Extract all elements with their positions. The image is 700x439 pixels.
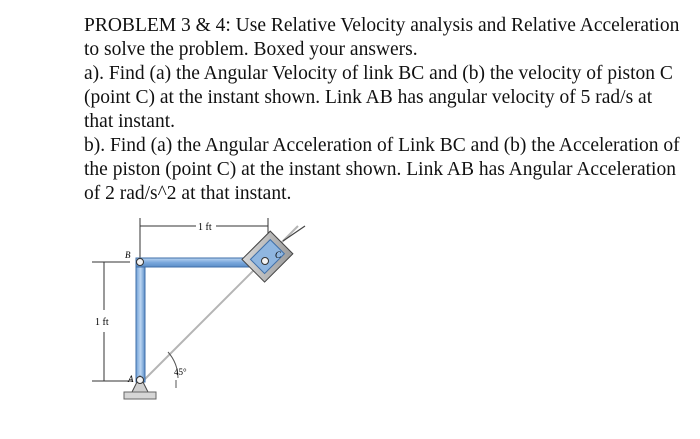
dim-vertical-label: 1 ft: [95, 317, 109, 328]
part-a-text: a). Find (a) the Angular Velocity of link BC and (b) the velocity of piston C (point C) at the instant shown. Link AB has angular velocity of 5 rad/s at that instant.: [84, 63, 673, 132]
pin-A: [137, 377, 144, 384]
pin-B: [137, 259, 144, 266]
guide-arrow: [283, 226, 305, 241]
link-AB: [136, 262, 145, 382]
label-C: C: [275, 250, 282, 260]
vertical-dimension: [92, 262, 132, 381]
label-B: B: [125, 250, 131, 260]
dim-horizontal-label: 1 ft: [198, 222, 212, 233]
part-b-text: b). Find (a) the Angular Acceleration of Link BC and (b) the Acceleration of the piston (point C) at the instant shown. Link AB has Angular Acceleration of 2 rad/s^2 at that instant.: [84, 135, 680, 204]
angle-indicator: [168, 352, 187, 388]
label-A: A: [128, 374, 134, 384]
problem-heading: PROBLEM 3 & 4: Use Relative Velocity analysis and Relative Acceleration to solve the problem. Boxed your answers.: [84, 15, 680, 60]
pin-C: [262, 258, 269, 265]
angle-label: 45°: [174, 367, 187, 377]
